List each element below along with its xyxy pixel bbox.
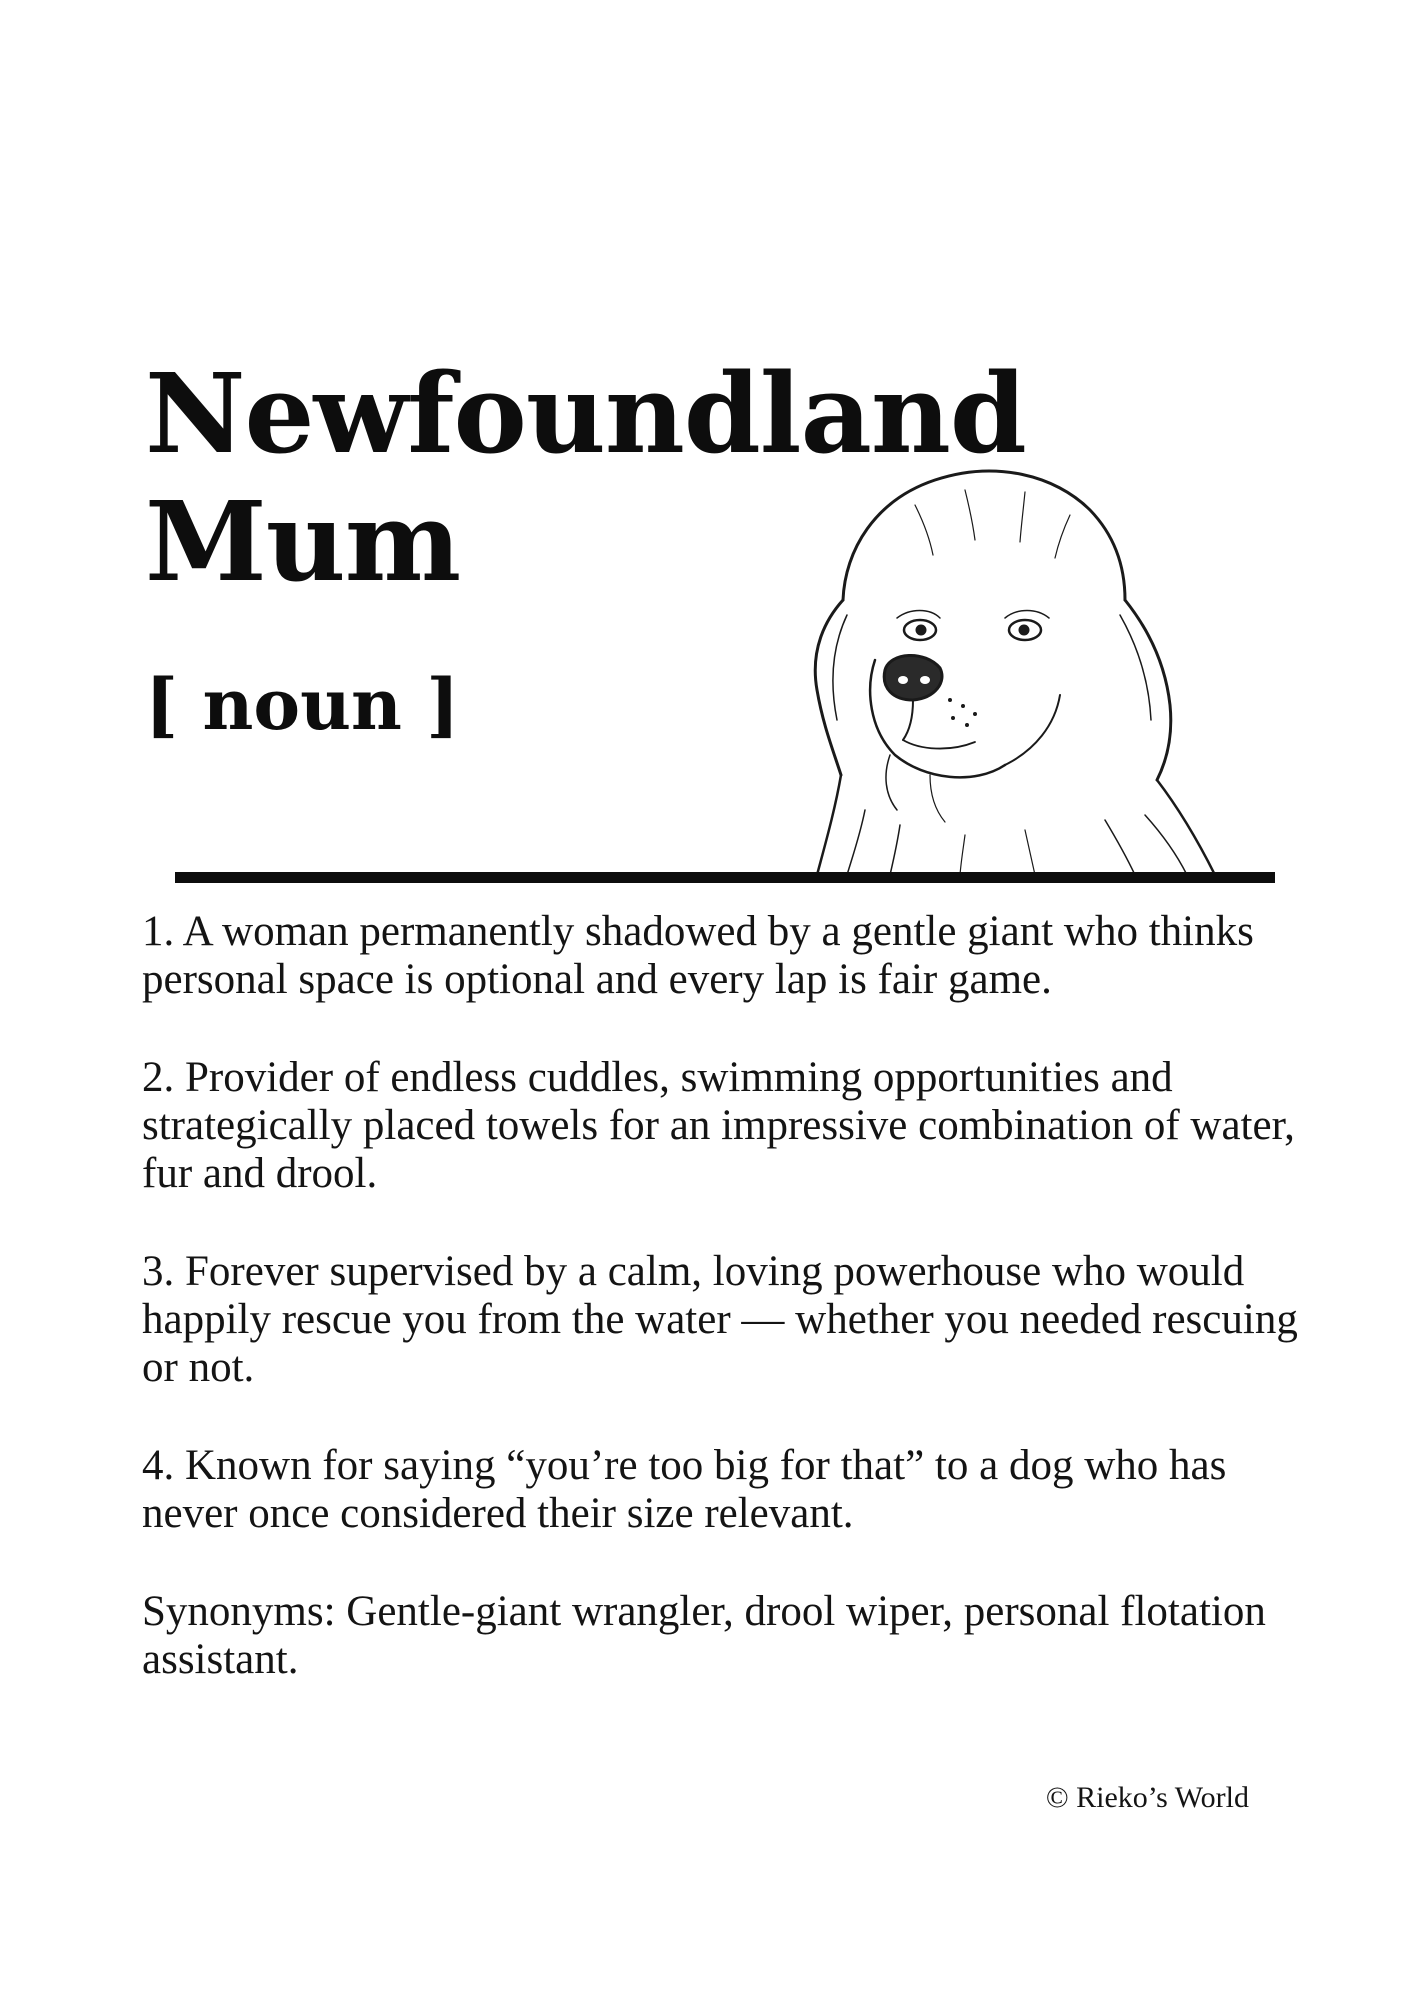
definition-1: 1. A woman permanently shadowed by a gentle giant who thinks personal space is optional and every lap is fair game. xyxy=(142,908,1254,1003)
definitions-list xyxy=(142,908,1302,1734)
copyright-notice: © Rieko’s World xyxy=(1045,1781,1249,1814)
synonyms: Synonyms: Gentle-giant wrangler, drool wiper, personal flotation assistant. xyxy=(142,1588,1266,1683)
title-line-2: Mum xyxy=(145,477,461,606)
definition-3: 3. Forever supervised by a calm, loving powerhouse who would happily rescue you from the water — whether you needed rescuing or not. xyxy=(142,1248,1298,1391)
divider-rule xyxy=(175,872,1275,883)
definition-4: 4. Known for saying “you’re too big for that” to a dog who has never once considered their size relevant. xyxy=(142,1442,1227,1537)
title-line-1: Newfoundland xyxy=(145,349,1026,478)
newfoundland-dog-illustration xyxy=(725,430,1265,875)
part-of-speech: [ noun ] xyxy=(145,663,460,746)
definition-2: 2. Provider of endless cuddles, swimming opportunities and strategically placed towels for an impressive combination of water, fur and drool. xyxy=(142,1054,1295,1197)
